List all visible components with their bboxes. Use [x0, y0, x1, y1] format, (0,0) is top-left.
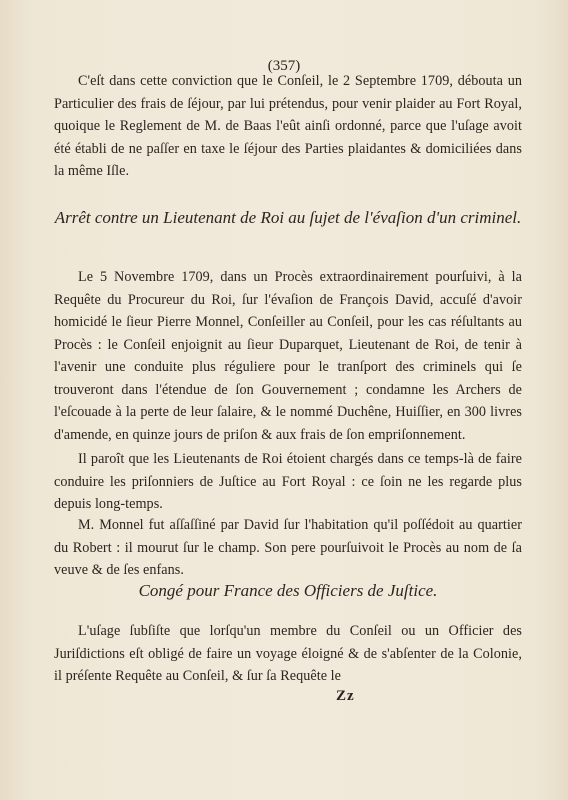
paragraph-3 [54, 448, 522, 516]
paragraph-4 [54, 514, 522, 582]
section-heading-1: Arrêt contre un Lieutenant de Roi au ſujet de l'évaſion d'un criminel. [54, 208, 522, 227]
paragraph-5 [54, 620, 522, 688]
paragraph-1 [54, 70, 522, 183]
section-heading-2: Congé pour France des Officiers de Juſtice. [138, 581, 438, 600]
catchword: Zz [336, 688, 355, 704]
page-number: (357) [267, 58, 301, 74]
paragraph-2 [54, 266, 522, 446]
paragraph-1-text: C'eſt dans cette conviction que le Conſeil, le 2 Septembre 1709, débouta un Particulier des frais de ſéjour, par lui prétendus, pour venir plaider au Fort Royal, quoique le Reglement de M. de Baas l'eût ainſi ordonné, parce que l'uſage avoit été établi de ne paſſer en taxe le ſéjour des Parties plaidantes & domiciliées dans la même Iſle. [54, 73, 522, 179]
paragraph-3-text: Il paroît que les Lieutenants de Roi étoient chargés dans ce temps-là de faire conduire les priſonniers de Juſtice au Fort Royal : ce ſoin ne les regarde plus depuis long-temps. [54, 451, 522, 512]
paragraph-5-text: L'uſage ſubſiſte que lorſqu'un membre du Conſeil ou un Officier des Juriſdictions eſt obligé de faire un voyage éloigné & de s'abſenter de la Colonie, il préſente Requête au Conſeil, & ſur ſa Requête le [54, 623, 522, 684]
paragraph-2-text: Le 5 Novembre 1709, dans un Procès extraordinairement pourſuivi, à la Requête du Procureur du Roi, ſur l'évaſion de François David, accuſé d'avoir homicidé le ſieur Pierre Monnel, Conſeiller au Conſeil, pour les cas réſultants au Procès : le Conſeil enjoignit au ſieur Duparquet, Lieutenant de Roi, de tenir à l'avenir une conduite plus réguliere pour le tranſport des criminels qui ſe trouveront dans l'étendue de ſon Gouvernement ; condamne les Archers de l'eſcouade à la perte de leur ſalaire, & le nommé Duchêne, Huiſſier, en 300 livres d'amende, en quinze jours de priſon & aux frais de ſon empriſonnement. [54, 269, 522, 443]
paragraph-4-text: M. Monnel fut aſſaſſiné par David ſur l'habitation qu'il poſſédoit au quartier du Robert : il mourut ſur le champ. Son pere pourſuivoit le Procès au nom de ſa veuve & de ſes enfans. [54, 517, 522, 578]
